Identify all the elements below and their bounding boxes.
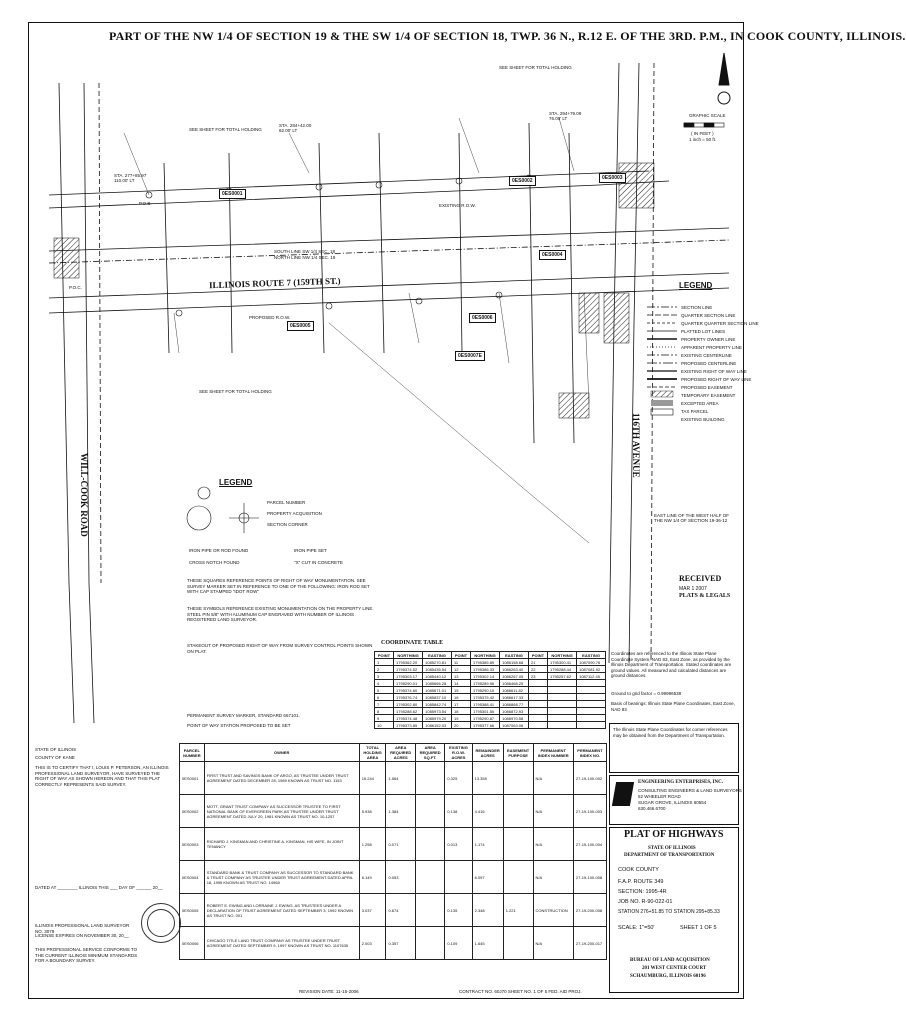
- coord-cell: [548, 680, 577, 687]
- coord-cell: [528, 687, 547, 694]
- coord-cell: 1795374.60: [394, 687, 423, 694]
- see-sheet-label: SEE SHEET FOR TOTAL HOLDING: [189, 127, 262, 132]
- parcel-header: AREA REQUIRED SQ.FT.: [415, 744, 444, 762]
- coord-cell: 1795300.41: [548, 659, 577, 666]
- scale-label: GRAPHIC SCALE: [689, 113, 726, 118]
- plat-state: STATE OF ILLINOIS: [648, 846, 696, 851]
- legend-swatches: [647, 303, 679, 423]
- parcel-header: AREA REQUIRED ACRES: [386, 744, 416, 762]
- parcel-header: EXISTING R.O.W. ACRES: [445, 744, 472, 762]
- received-label: RECEIVED: [679, 574, 722, 583]
- plat-station: STATION 276+51.85 TO STATION 295+85.33: [618, 909, 720, 915]
- coord-cell: 1795377.66: [471, 722, 500, 729]
- coord-cell: 1085973.54: [423, 708, 452, 715]
- note: THESE SQUARES REFERENCE POINTS OF RIGHT OF WAY MONUMENTATION. SEE SURVEY MARKER SET IN REFERENCE TO ONE OF THE FOLLOWING: IRON ROD SET WITH CAP STAMPED "IDOT ROW": [187, 578, 370, 594]
- coord-cell: 1795302.14: [471, 673, 500, 680]
- coord-row: [375, 680, 606, 687]
- parcel-cell: 0ES0004: [180, 861, 205, 894]
- parcel-header: REMAINDER ACRES: [472, 744, 503, 762]
- coord-cell: 1086611.82: [500, 687, 529, 694]
- scale-unit: ( IN FEET ): [691, 131, 714, 136]
- parcel-cell: 2.348: [472, 894, 503, 927]
- coord-cell: 20: [451, 722, 470, 729]
- firm-line: SUGAR GROVE, ILLINOIS 60554: [638, 800, 707, 805]
- coord-cell: 10: [375, 722, 394, 729]
- parcel-cell: [415, 894, 444, 927]
- bearing-note: Basis of bearings: Illinois State Plane Coordinates, East Zone, NAD 83: [611, 701, 735, 712]
- legend-item: PROPOSED EASEMENT: [681, 385, 733, 390]
- coord-cell: [528, 715, 547, 722]
- parcel-cell: 13.355: [472, 762, 503, 795]
- coord-header: NORTHING: [548, 652, 577, 659]
- coord-cell: 1086263.40: [500, 666, 529, 673]
- legend-title: LEGEND: [679, 281, 713, 290]
- legend-item: CROSS NOTCH FOUND: [189, 560, 240, 565]
- coord-header: EASTING: [500, 652, 529, 659]
- revision-date: REVISION DATE: 11-15-2006: [299, 989, 359, 994]
- coord-cell: [528, 722, 547, 729]
- parcel-row: [180, 795, 607, 828]
- coord-cell: [577, 701, 606, 708]
- parcel-row: [180, 828, 607, 861]
- parcel-row: [180, 927, 607, 960]
- coord-cell: [528, 708, 547, 715]
- coord-cell: 13: [451, 673, 470, 680]
- legend-item: EXISTING CENTERLINE: [681, 353, 732, 358]
- parcel-header: TOTAL HOLDING AREA: [359, 744, 386, 762]
- coord-cell: 8: [375, 708, 394, 715]
- parcel-cell: 5.938: [359, 795, 386, 828]
- coord-cell: 1086970.58: [500, 715, 529, 722]
- parcel-cell: FIRST TRUST AND SAVINGS BANK OF ARGO, AS TRUSTEE UNDER TRUST AGREEMENT DATED DECEMBER 28, 1989 KNOWN AS TRUST NO. 1153: [204, 762, 359, 795]
- coord-row: [375, 673, 606, 680]
- coord-cell: [528, 694, 547, 701]
- coord-cell: 1087112.45: [577, 673, 606, 680]
- coord-cell: 1087090.76: [577, 659, 606, 666]
- west-half-label: EAST LINE OF THE WEST HALF OF THE NW 1/4 OF SECTION 19-36-12: [654, 513, 730, 523]
- coordinate-table: [374, 651, 606, 729]
- legend-title: LEGEND: [219, 478, 253, 487]
- legend-item: PROPOSED CENTERLINE: [681, 361, 737, 366]
- parcel-cell: 0.013: [445, 828, 472, 861]
- parcel-cell: 15.244: [359, 762, 386, 795]
- coord-cell: 15: [451, 687, 470, 694]
- cert-line: DATED AT ________ ILLINOIS THIS ___ DAY OF ______ 20__: [35, 885, 163, 890]
- coord-cell: 1086158.68: [500, 659, 529, 666]
- coord-cell: 1795362.20: [394, 659, 423, 666]
- bureau-line: BUREAU OF LAND ACQUISITION: [630, 958, 710, 963]
- coord-note: Ground to grid factor = 0.99996538: [611, 691, 682, 696]
- legend-item: QUARTER QUARTER SECTION LINE: [681, 321, 759, 326]
- parcel-cell: STANDARD BANK & TRUST COMPANY AS SUCCESSOR TO STANDARD BANK & TRUST COMPANY AS TRUSTEE UNDER TRUST AGREEMENT DATED APRIL 18, 1995 KNOWN AS TRUST NO. 14968: [204, 861, 359, 894]
- parcel-cell: 6.097: [472, 861, 503, 894]
- parcel-cell: 0.135: [445, 894, 472, 927]
- parcel-cell: RICHARD J. KINSMAN AND CHRISTINE A. KINSMAN, HIS WIFE, IN JOINT TENANCY: [204, 828, 359, 861]
- coord-cell: 1085979.20: [423, 715, 452, 722]
- will-cook-road-label: WILL-COOK ROAD: [79, 453, 89, 537]
- parcel-cell: 1.645: [472, 927, 503, 960]
- parcel-cell: [415, 927, 444, 960]
- coord-cell: 1085666.28: [423, 680, 452, 687]
- coord-row: [375, 722, 606, 729]
- parcel-cell: 27-19-100-004: [573, 828, 606, 861]
- parcel-tag: 0ES0004: [539, 250, 566, 260]
- plat-county: COOK COUNTY: [618, 867, 659, 873]
- coord-cell: 1085671.01: [423, 687, 452, 694]
- coord-cell: 1: [375, 659, 394, 666]
- legend-symbol-label: SECTION CORNER: [267, 522, 308, 527]
- coord-cell: 7: [375, 701, 394, 708]
- parcel-cell: N/A: [533, 762, 573, 795]
- coord-cell: [577, 715, 606, 722]
- cert-line: LICENSE EXPIRES ON NOVEMBER 30, 20__: [35, 933, 129, 938]
- coord-header: EASTING: [577, 652, 606, 659]
- coord-cell: 18: [451, 708, 470, 715]
- station-label: STA. 284+42.00 82.00' LT: [279, 123, 312, 133]
- parcel-cell: 0ES0003: [180, 828, 205, 861]
- coord-cell: 23: [528, 673, 547, 680]
- coord-cell: 1086868.77: [500, 701, 529, 708]
- coord-cell: [548, 694, 577, 701]
- coord-cell: [548, 715, 577, 722]
- parcel-header: OWNER: [204, 744, 359, 762]
- parcel-tag: 0ES0002: [509, 176, 536, 186]
- coord-cell: 1795301.55: [471, 708, 500, 715]
- parcel-cell: [503, 795, 533, 828]
- legend-item: TAX PARCEL: [681, 409, 709, 414]
- plat-title: PART OF THE NW 1/4 OF SECTION 19 & THE SW 1/4 OF SECTION 18, TWP. 36 N., R.12 E. OF THE 3RD. P.M., IN COOK COUNTY, ILLINOIS.: [109, 29, 906, 43]
- legend-item: APPARENT PROPERTY LINE: [681, 345, 742, 350]
- coord-cell: 16: [451, 694, 470, 701]
- station-label: STA. 277+85.97 110.00' LT: [114, 173, 147, 183]
- coord-row: [375, 666, 606, 673]
- parcel-cell: 1.564: [386, 762, 416, 795]
- parcel-cell: 0.109: [445, 927, 472, 960]
- parcel-cell: [415, 795, 444, 828]
- plat-section: SECTION: 1995-4R: [618, 889, 667, 895]
- parcel-cell: 0.674: [386, 894, 416, 927]
- coord-cell: 1795376.74: [394, 694, 423, 701]
- coord-cell: 1086152.03: [423, 722, 452, 729]
- coord-cell: 1795289.96: [471, 680, 500, 687]
- legend-item: PROPERTY OWNER LINE: [681, 337, 736, 342]
- coord-cell: 11: [451, 659, 470, 666]
- parcel-cell: 0.053: [386, 861, 416, 894]
- cert-line: ILLINOIS PROFESSIONAL LAND SURVEYOR NO. 3079: [35, 923, 130, 934]
- received-date: MAR 1 2007: [679, 586, 707, 592]
- parcel-cell: [445, 861, 472, 894]
- parcel-tag: 0ES0007E: [455, 351, 485, 361]
- parcel-cell: 0ES0005: [180, 894, 205, 927]
- parcel-cell: N/A: [533, 828, 573, 861]
- parcel-header: PERMANENT INDEX NO.: [573, 744, 606, 762]
- legend-item: EXISTING BUILDING: [681, 417, 725, 422]
- plat-sheet: [28, 22, 906, 999]
- coord-cell: 1085842.74: [423, 701, 452, 708]
- coord-cell: 14: [451, 680, 470, 687]
- parcel-cell: 0.357: [386, 927, 416, 960]
- firm-line: CONSULTING ENGINEERS & LAND SURVEYORS: [638, 788, 742, 793]
- see-sheet-label: SEE SHEET FOR TOTAL HOLDING: [499, 65, 572, 70]
- coord-cell: 1085440.12: [423, 673, 452, 680]
- coord-cell: [548, 708, 577, 715]
- parcel-cell: 1.221: [503, 894, 533, 927]
- legend-item: "X" CUT IN CONCRETE: [294, 560, 343, 565]
- parcel-cell: 0ES0002: [180, 795, 205, 828]
- coord-cell: 6: [375, 694, 394, 701]
- parcel-cell: 2.003: [359, 927, 386, 960]
- coord-cell: [528, 680, 547, 687]
- coord-cell: 1087081.92: [577, 666, 606, 673]
- coord-cell: 19: [451, 715, 470, 722]
- coord-cell: 3: [375, 673, 394, 680]
- coord-cell: 21: [528, 659, 547, 666]
- coord-cell: [548, 722, 577, 729]
- plat-scale: SCALE: 1"=50': [618, 925, 655, 931]
- legend-item: IRON PIPE SET: [294, 548, 327, 553]
- coord-cell: 1086468.25: [500, 680, 529, 687]
- coord-cell: 1085837.10: [423, 694, 452, 701]
- legend-item: EXISTING RIGHT OF WAY LINE: [681, 369, 747, 374]
- parcel-tag: 0ES0001: [219, 189, 246, 199]
- coord-cell: 1795302.80: [394, 701, 423, 708]
- coord-note: Coordinates are referenced to the Illinois State Plane Coordinate System, NAD 83, East Zone, as provided by the Illinois Department of Transportation. Stated coordinates are ground values. All measured and calculated distances are ground distances.: [611, 651, 732, 678]
- legend-symbol-label: PROPERTY ACQUISITION: [267, 511, 322, 516]
- parcel-cell: [415, 861, 444, 894]
- parcel-table: [179, 743, 607, 960]
- cert-line: COUNTY OF KANE: [35, 755, 75, 760]
- coord-cell: 1086267.05: [500, 673, 529, 680]
- coord-row: [375, 715, 606, 722]
- coord-cell: 1795385.89: [471, 659, 500, 666]
- coord-cell: 1085435.54: [423, 666, 452, 673]
- parcel-cell: 0.071: [386, 828, 416, 861]
- firm-logo-icon: [612, 782, 634, 806]
- coord-body: [375, 659, 606, 729]
- existing-row-label: EXISTING R.O.W.: [439, 203, 476, 208]
- south-line-label: SOUTH LINE SW 1/4 SEC. 18: [274, 249, 336, 254]
- parcel-row: [180, 894, 607, 927]
- firm-line: 52 WHEELER ROAD: [638, 794, 681, 799]
- parcel-cell: 3.037: [359, 894, 386, 927]
- parcel-cell: 27-19-200-008: [573, 894, 606, 927]
- parcel-cell: 1.174: [472, 828, 503, 861]
- station-label: STA. 294+79.09 76.00' LT: [549, 111, 582, 121]
- coord-cell: 1795290.87: [471, 715, 500, 722]
- sheet-footer: CONTRACT NO. 60J70 SHEET NO. 1 OF 5 FED. AID PROJ.: [459, 989, 582, 994]
- route-label: ILLINOIS ROUTE 7 (159TH ST.): [208, 275, 341, 291]
- legend-item: EXCEPTED AREA: [681, 401, 719, 406]
- cert-line: STATE OF ILLINOIS: [35, 747, 77, 752]
- coord-row: [375, 694, 606, 701]
- plat-heading: PLAT OF HIGHWAYS: [624, 829, 724, 840]
- coord-cell: 4: [375, 680, 394, 687]
- coord-row: [375, 708, 606, 715]
- parcel-header: EASEMENT PURPOSE: [503, 744, 533, 762]
- received-dept: PLATS & LEGALS: [679, 593, 731, 599]
- coord-cell: 1086617.33: [500, 694, 529, 701]
- parcel-cell: 1.258: [359, 828, 386, 861]
- parcel-cell: 0ES0001: [180, 762, 205, 795]
- cert-line: THIS PROFESSIONAL SERVICE CONFORMS TO THE CURRENT ILLINOIS MINIMUM STANDARDS FOR A BOUNDARY SURVEY.: [35, 947, 138, 963]
- parcel-cell: 0.325: [445, 762, 472, 795]
- coord-header: POINT: [528, 652, 547, 659]
- plat-sheet: SHEET 1 OF 5: [680, 925, 717, 931]
- coord-cell: 2: [375, 666, 394, 673]
- note: PERMANENT SURVEY MARKER, STANDARD 667101.: [187, 713, 300, 718]
- plat-dept: DEPARTMENT OF TRANSPORTATION: [624, 853, 715, 858]
- coord-cell: 1795374.48: [394, 715, 423, 722]
- coord-cell: [548, 687, 577, 694]
- coord-cell: [577, 687, 606, 694]
- coord-cell: 1795373.85: [394, 722, 423, 729]
- note: THESE SYMBOLS REFERENCE EXISTING MONUMENTATION ON THE PROPERTY LINE. STEEL PIN 5/8" WITH ALUMINUM CAP ENGRAVED WITH NUMBER OF ILLINOIS REGISTERED LAND SURVEYOR.: [187, 606, 374, 622]
- coord-table-title: COORDINATE TABLE: [381, 640, 444, 646]
- coord-cell: 5: [375, 687, 394, 694]
- parcel-cell: [503, 828, 533, 861]
- coord-cell: 1795375.42: [471, 694, 500, 701]
- coord-cell: [577, 680, 606, 687]
- scale-text: 1 inch = 50 ft.: [689, 137, 717, 142]
- bureau-line: 201 WEST CENTER COURT: [642, 966, 707, 971]
- parcel-cell: CONSTRUCTION: [533, 894, 573, 927]
- parcel-cell: 27-19-100-008: [573, 861, 606, 894]
- parcel-cell: 0.138: [445, 795, 472, 828]
- parcel-cell: 0ES0006: [180, 927, 205, 960]
- parcel-row: [180, 861, 607, 894]
- firm-name: ENGINEERING ENTERPRISES, INC.: [638, 780, 724, 785]
- coord-cell: 12: [451, 666, 470, 673]
- parcel-cell: MOTT, GRANT TRUST COMPANY AS SUCCESSOR TRUSTEE TO FIRST NATIONAL BANK OF EVERGREEN PARK AS TRUSTEE UNDER TRUST AGREEMENT DATED JULY 20, 1981 KNOWN AS TRUST NO. 10-1257: [204, 795, 359, 828]
- parcel-header: PERMANENT INDEX NUMBER: [533, 744, 573, 762]
- parcel-tag: 0ES0005: [287, 321, 314, 331]
- coord-cell: [548, 701, 577, 708]
- coord-cell: [528, 701, 547, 708]
- parcel-cell: 27-19-100-003: [573, 795, 606, 828]
- parcel-cell: N/A: [533, 861, 573, 894]
- highway-note-box: [609, 723, 739, 773]
- cert-line: THIS IS TO CERTIFY THAT I, LOUIS P. PETERSON, AN ILLINOIS PROFESSIONAL LAND SURVEYOR, HAVE SURVEYED THE RIGHT OF WAY AS SHOWN HEREON AND THAT THIS PLAT CORRECTLY REPRESENTS SAID SURVEY.: [35, 765, 169, 787]
- parcel-body: [180, 762, 607, 960]
- parcel-cell: [503, 762, 533, 795]
- plat-job: JOB NO. R-90-022-01: [618, 899, 673, 905]
- parcel-header: PARCEL NUMBER: [180, 744, 205, 762]
- coord-cell: 1085270.81: [423, 659, 452, 666]
- coord-cell: [577, 708, 606, 715]
- poc-label: P.O.C.: [69, 285, 82, 290]
- parcel-tag: 0ES0006: [469, 313, 496, 323]
- firm-box: [609, 775, 742, 825]
- plat-route: F.A.P. ROUTE 349: [618, 879, 664, 885]
- coord-header: POINT: [451, 652, 470, 659]
- coord-header: NORTHING: [471, 652, 500, 659]
- legend-item: IRON PIPE OR ROD FOUND: [189, 548, 249, 553]
- coord-header: EASTING: [423, 652, 452, 659]
- coord-row: [375, 659, 606, 666]
- coord-cell: 1795290.10: [471, 687, 500, 694]
- see-sheet-label: SEE SHEET FOR TOTAL HOLDING: [199, 389, 272, 394]
- north-arrow-icon: [718, 53, 730, 104]
- legend-symbol-label: PARCEL NUMBER: [267, 500, 306, 505]
- coord-cell: 1795303.17: [394, 673, 423, 680]
- coord-header: NORTHING: [394, 652, 423, 659]
- coord-cell: 1795386.33: [471, 666, 500, 673]
- legend-item: PROPOSED RIGHT OF WAY LINE: [681, 377, 752, 382]
- firm-line: 630.466.6700: [638, 806, 666, 811]
- legend-item: PLATTED LOT LINES: [681, 329, 726, 334]
- surveyor-seal-inner: [147, 909, 175, 937]
- title-block: [609, 827, 739, 993]
- parcel-cell: [503, 927, 533, 960]
- note: STAKEOUT OF PROPOSED RIGHT OF WAY FROM SURVEY CONTROL POINTS SHOWN ON PLAT.: [187, 643, 373, 654]
- parcel-row: [180, 762, 607, 795]
- parcel-cell: 27-19-200-017: [573, 927, 606, 960]
- legend-item: TEMPORARY EASEMENT: [681, 393, 736, 398]
- centerline: [49, 228, 729, 251]
- parcel-cell: [503, 861, 533, 894]
- parcel-tag: 0ES0003: [599, 173, 626, 183]
- coord-cell: 1086872.93: [500, 708, 529, 715]
- parcel-cell: N/A: [533, 795, 573, 828]
- coord-cell: 1087063.06: [500, 722, 529, 729]
- parcel-cell: 6.149: [359, 861, 386, 894]
- coord-cell: 1795388.41: [471, 701, 500, 708]
- legend-item: QUARTER SECTION LINE: [681, 313, 736, 318]
- coord-cell: 1795288.62: [394, 708, 423, 715]
- coord-row: [375, 687, 606, 694]
- highway-note: The Illinois State Plane Coordinates for corner references may be obtained from the Department of Transportation.: [613, 727, 728, 738]
- proposed-row-label: PROPOSED R.O.W.: [249, 315, 291, 320]
- coord-cell: 1795288.44: [548, 666, 577, 673]
- coord-cell: 17: [451, 701, 470, 708]
- parcel-cell: N/A: [533, 927, 573, 960]
- parcel-cell: ROBERT E. EWING AND LORRAINE J. EWING, AS TRUSTEES UNDER A DECLARATION OF TRUST AGREEMENT DATED SEPTEMBER 3, 1992 KNOWN AS TRUST NO. 001: [204, 894, 359, 927]
- coord-cell: 1795374.52: [394, 666, 423, 673]
- coord-header: POINT: [375, 652, 394, 659]
- parcel-cell: 1.384: [386, 795, 416, 828]
- avenue-label: 116TH AVENUE: [631, 413, 641, 478]
- parcel-cell: [415, 828, 444, 861]
- coord-cell: [577, 722, 606, 729]
- parcel-cell: CHICAGO TITLE LAND TRUST COMPANY AS TRUSTEE UNDER TRUST AGREEMENT DATED SEPTEMBER 9, 1997 KNOWN AS TRUST NO. 1107635: [204, 927, 359, 960]
- parcel-cell: 27-19-100-002: [573, 762, 606, 795]
- coord-cell: 1795290.01: [394, 680, 423, 687]
- north-line-label: NORTH LINE NW 1/4 SEC. 19: [274, 255, 336, 260]
- note: POINT OF WAY STATION PROPOSED TO BE SET: [187, 723, 291, 728]
- parcel-cell: [415, 762, 444, 795]
- coord-cell: 22: [528, 666, 547, 673]
- parcel-cell: 4.416: [472, 795, 503, 828]
- coord-cell: 9: [375, 715, 394, 722]
- legend-item: SECTION LINE: [681, 305, 713, 310]
- bureau-line: SCHAUMBURG, ILLINOIS 60196: [630, 974, 706, 979]
- coord-cell: 1795257.62: [548, 673, 577, 680]
- pob-label: P.O.B.: [139, 201, 152, 206]
- coord-cell: [577, 694, 606, 701]
- coord-row: [375, 701, 606, 708]
